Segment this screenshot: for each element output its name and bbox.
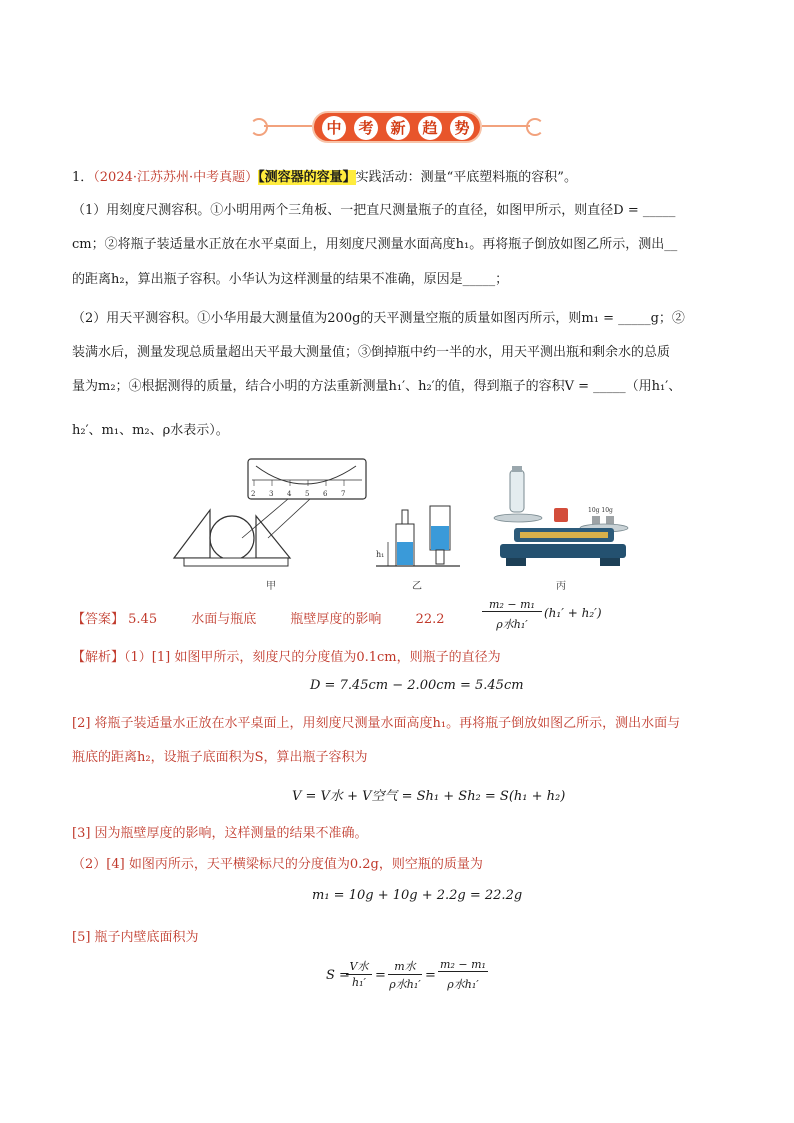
- answer-2: 水面与瓶底: [191, 612, 257, 627]
- answer-line: [72, 608, 471, 627]
- weights-label: 10g 10g: [588, 507, 613, 514]
- ruler-tick: 2: [251, 490, 256, 498]
- banner-char: 中: [322, 116, 346, 140]
- equals-sign: =: [375, 968, 386, 983]
- question-number: 1．: [72, 170, 94, 185]
- analysis-step2-line1: [2] 将瓶子装适量水正放在水平桌面上，用刻度尺测量水面高度h₁。再将瓶子倒放如图乙所示，测出水面与: [72, 716, 681, 731]
- figure-c-caption: 丙: [556, 581, 566, 592]
- part2-line4: h₂′、m₁、m₂、ρ水表示）。: [72, 423, 229, 438]
- figure-b-bottles: [372, 500, 462, 576]
- question-tag: 【测容器的容量】: [258, 170, 356, 185]
- area-frac3-num: m₂ − m₁: [438, 958, 488, 972]
- ruler-tick: 3: [269, 490, 274, 498]
- figure-a-caption: 甲: [266, 581, 276, 592]
- equation-mass: m₁ = 10g + 10g + 2.2g = 22.2g: [312, 888, 523, 903]
- analysis-label: 【解析】: [72, 650, 125, 665]
- answer-5-denominator: ρ水h₁′: [496, 618, 528, 631]
- answer-5-numerator: m₂ − m₁: [482, 598, 542, 612]
- ruler-tick: 4: [287, 490, 292, 498]
- area-frac1-den: h₁′: [352, 976, 366, 989]
- equation-area-lhs: S =: [326, 968, 350, 983]
- answer-label: 【答案】: [72, 612, 125, 627]
- analysis-step1: [72, 646, 501, 665]
- equation-volume: V = V水 + V空气 = Sh₁ + Sh₂ = S(h₁ + h₂): [292, 789, 566, 804]
- analysis-step1-text: （1）[1] 如图甲所示，刻度尺的分度值为0.1cm，则瓶子的直径为: [124, 650, 501, 665]
- banner-left-line: [264, 125, 312, 127]
- answer-3: 瓶壁厚度的影响: [290, 612, 382, 627]
- banner-title: [312, 111, 482, 143]
- banner-left-swirl: [250, 118, 268, 136]
- answer-5-tail: (h₁′ + h₂′): [544, 606, 602, 620]
- answer-4: 22.2: [415, 612, 445, 627]
- equals-sign: =: [425, 968, 436, 983]
- analysis-step3: [3] 因为瓶壁厚度的影响，这样测量的结果不准确。: [72, 826, 368, 841]
- banner-char: 势: [450, 116, 474, 140]
- ruler-tick: 7: [341, 490, 346, 498]
- question-header: [72, 166, 577, 185]
- equation-diameter: D = 7.45cm − 2.00cm = 5.45cm: [310, 678, 524, 693]
- section-banner: [250, 108, 544, 146]
- part2-line2: 装满水后，测量发现总质量超出天平最大测量值；③倒掉瓶中约一半的水，用天平测出瓶和剩余水的总质: [72, 345, 671, 360]
- ruler-tick: 5: [305, 490, 310, 498]
- part2-line3: 量为m₂；④根据测得的质量，结合小明的方法重新测量h₁′、h₂′的值，得到瓶子的容积V = _____（用h₁′、: [72, 379, 682, 394]
- part1-line2: cm；②将瓶子装适量水正放在水平桌面上，用刻度尺测量水面高度h₁。再将瓶子倒放如图乙所示，测出__: [72, 237, 678, 252]
- figure-b-caption: 乙: [412, 581, 422, 592]
- question-intro: 实践活动：测量“平底塑料瓶的容积”。: [355, 170, 577, 185]
- banner-char: 趋: [418, 116, 442, 140]
- h1-label: h₁: [376, 550, 385, 559]
- analysis-step5: [5] 瓶子内壁底面积为: [72, 930, 199, 945]
- analysis-step2-line2: 瓶底的距离h₂，设瓶子底面积为S，算出瓶子容积为: [72, 750, 368, 765]
- part1-line1: （1）用刻度尺测容积。①小明用两个三角板、一把直尺测量瓶子的直径，如图甲所示，则直径D = _____: [72, 203, 676, 218]
- banner-right-line: [482, 125, 530, 127]
- question-source: （2024·江苏苏州·中考真题）: [93, 170, 259, 185]
- ruler-tick: 6: [323, 490, 328, 498]
- area-frac1-num: V水: [346, 958, 372, 975]
- part1-line3: 的距离h₂，算出瓶子容积。小华认为这样测量的结果不准确，原因是_____；: [72, 272, 509, 287]
- banner-right-swirl: [526, 118, 544, 136]
- area-frac2-den: ρ水h₁′: [389, 978, 421, 991]
- figure-c-balance: [490, 466, 636, 576]
- area-frac3-den: ρ水h₁′: [447, 978, 479, 991]
- answer-1: 5.45: [128, 612, 158, 627]
- part2-line1: （2）用天平测容积。①小华用最大测量值为200g的天平测量空瓶的质量如图丙所示，则m₁ = _____g；②: [72, 311, 685, 326]
- figure-a-diameter: [170, 458, 370, 580]
- area-frac2-num: m水: [388, 958, 422, 975]
- banner-char: 新: [386, 116, 410, 140]
- banner-char: 考: [354, 116, 378, 140]
- analysis-step4: （2）[4] 如图丙所示，天平横梁标尺的分度值为0.2g，则空瓶的质量为: [72, 857, 483, 872]
